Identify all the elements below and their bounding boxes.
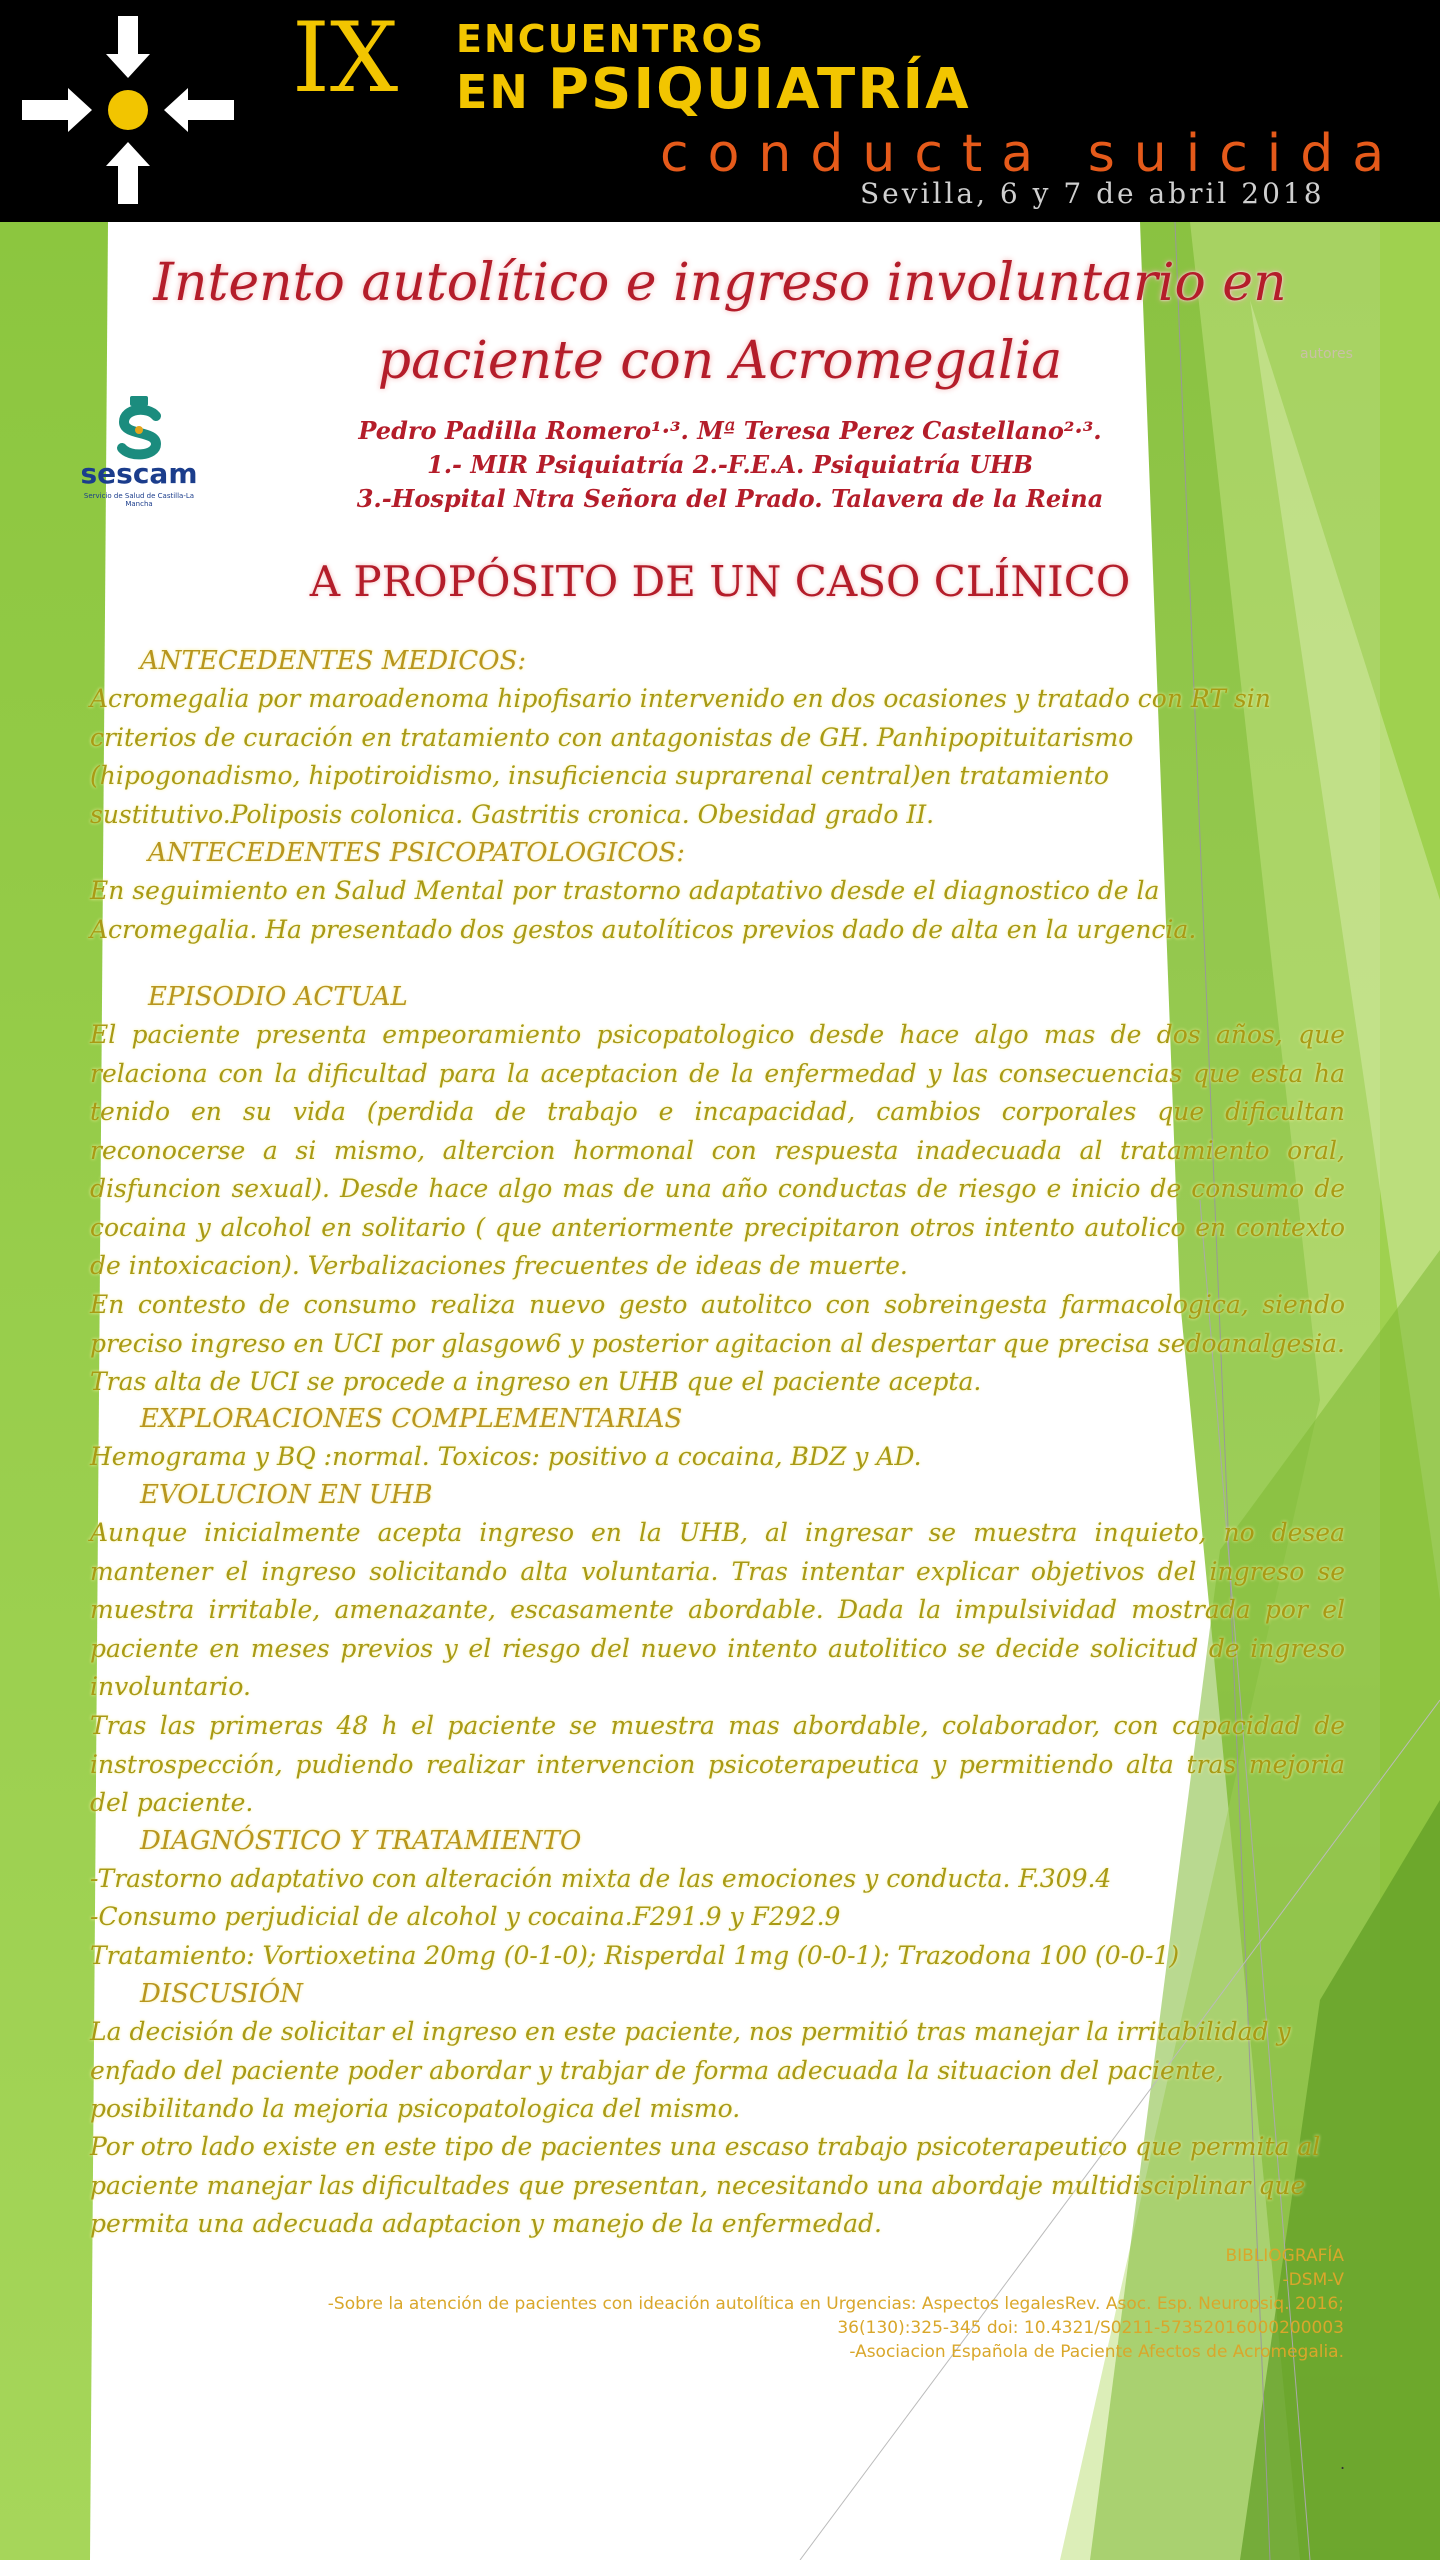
bibliography-item-2-cont: 36(130):325-345 doi: 10.4321/S0211-57352016000200003: [837, 2318, 1344, 2338]
authors-block: [290, 414, 1170, 516]
bibliography-item-1: -DSM-V: [1282, 2270, 1344, 2290]
case-heading: A PROPÓSITO DE UN CASO CLÍNICO: [309, 557, 1131, 606]
text-exploraciones: Hemograma y BQ :normal. Toxicos: positivo a cocaina, BDZ y AD.: [90, 1442, 922, 1471]
bibliography-block: [160, 2244, 1344, 2364]
text-discusion-1: La decisión de solicitar el ingreso en este paciente, nos permitió tras manejar la irritabilidad y enfado del paciente poder abordar y trabjar de forma adecuada la situacion del paciente, posibilitando la mejoria psicopatologica del mismo.: [90, 2017, 1291, 2123]
congress-name-line1: ENCUENTROS: [456, 17, 766, 61]
text-diagnostico-2: -Consumo perjudicial de alcohol y cocaina.F291.9 y F292.9: [90, 1902, 841, 1931]
congress-subtitle: conducta suicida: [660, 124, 1404, 184]
heading-diagnostico: DIAGNÓSTICO Y TRATAMIENTO: [140, 1826, 582, 1856]
sescam-logo: sescam Servicio de Salud de Castilla-La Mancha: [78, 394, 200, 506]
authors-affiliation-1: 1.- MIR Psiquiatría 2.-F.E.A. Psiquiatría UHB: [427, 450, 1033, 479]
text-tratamiento: Tratamiento: Vortioxetina 20mg (0-1-0); Risperdal 1mg (0-0-1); Trazodona 100 (0-0-1): [90, 1941, 1180, 1970]
sescam-s-icon: [78, 394, 200, 460]
bibliography-item-3: -Asociacion Española de Paciente Afectos de Acromegalia.: [849, 2342, 1344, 2362]
edition-number: IX: [292, 2, 399, 114]
bibliography-heading: BIBLIOGRAFÍA: [1225, 2246, 1344, 2266]
heading-antecedentes-medicos: ANTECEDENTES MEDICOS:: [140, 646, 527, 676]
congress-dates: Sevilla, 6 y 7 de abril 2018: [860, 177, 1325, 210]
heading-antecedentes-psicopatologicos: ANTECEDENTES PSICOPATOLOGICOS:: [148, 838, 685, 868]
text-diagnostico-1: -Trastorno adaptativo con alteración mixta de las emociones y conducta. F.309.4: [90, 1864, 1112, 1893]
authors-affiliation-2: 3.-Hospital Ntra Señora del Prado. Talavera de la Reina: [356, 484, 1104, 513]
poster-title: Intento autolítico e ingreso involuntario en paciente con Acromegalia: [153, 253, 1287, 391]
footer-dot: .: [1340, 2454, 1346, 2473]
heading-discusion: DISCUSIÓN: [140, 1979, 303, 2009]
heading-episodio-actual: EPISODIO ACTUAL: [148, 982, 408, 1012]
text-evolucion-2: Tras las primeras 48 h el paciente se muestra mas abordable, colaborador, con capacidad de instrospección, pudiendo realizar intervencion psicoterapeutica y permitiendo alta tras mejoria del paciente.: [90, 1711, 1345, 1817]
heading-exploraciones: EXPLORACIONES COMPLEMENTARIAS: [140, 1404, 683, 1434]
heading-evolucion: EVOLUCION EN UHB: [140, 1480, 433, 1510]
bibliography-item-2: -Sobre la atención de pacientes con ideación autolítica en Urgencias: Aspectos legalesRev. Asoc. Esp. Neuropsiq. 2016;: [327, 2294, 1344, 2314]
authors-names: Pedro Padilla Romero¹·³. Mª Teresa Perez Castellano²·³.: [358, 416, 1102, 445]
text-episodio-actual-2: En contesto de consumo realiza nuevo gesto autolitco con sobreingesta farmacologica, siendo preciso ingreso en UCI por glasgow6 y posterior agitacion al despertar que precisa sedoanalgesia. Tras alta de UCI se procede a ingreso en UHB que el paciente acepta.: [90, 1290, 1345, 1396]
text-antecedentes-psicopatologicos: En seguimiento en Salud Mental por trastorno adaptativo desde el diagnostico de la Acromegalia. Ha presentado dos gestos autolíticos previos dado de alta en la urgencia.: [90, 876, 1197, 944]
autores-tag: autores: [1300, 346, 1353, 362]
text-antecedentes-medicos: Acromegalia por maroadenoma hipofisario intervenido en dos ocasiones y tratado con RT sin criterios de curación en tratamiento con antagonistas de GH. Panhipopituitarismo (hipogonadismo, hipotiroidismo, insuficiencia suprarenal central)en tratamiento sustitutivo.Poliposis colonica. Gastritis cronica. Obesidad grado II.: [90, 684, 1271, 829]
congress-name-line2: EN PSIQUIATRÍA: [456, 57, 971, 122]
text-episodio-actual-1: El paciente presenta empeoramiento psicopatologico desde hace algo mas de dos años, que relaciona con la dificultad para la aceptacion de la enfermedad y las consecuencias que esta ha tenido en su vida (perdida de trabajo e incapacidad, cambios corporales que dificultan reconocerse a si mismo, altercion hormonal con respuesta inadecuada al tratamiento oral, disfuncion sexual). Desde hace algo mas de una año conductas de riesgo e inicio de consumo de cocaina y alcohol en solitario ( que anteriormente precipitaron otros intento autolico en contexto de intoxicacion). Verbalizaciones frecuentes de ideas de muerte.: [90, 1020, 1345, 1280]
text-evolucion-1: Aunque inicialmente acepta ingreso en la UHB, al ingresar se muestra inquieto, no desea mantener el ingreso solicitando alta voluntaria. Tras intentar explicar objetivos del ingreso se muestra irritable, amenazante, escasamente abordable. Dada la impulsividad mostrada por el paciente en meses previos y el riesgo del nuevo intento autolitico se decide solicitud de ingreso involuntario.: [90, 1518, 1345, 1701]
text-discusion-2: Por otro lado existe en este tipo de pacientes una escaso trabajo psicoterapeutico que permita al paciente manejar las dificultades que presentan, necesitando una abordaje multidisciplinar que permita una adecuada adaptacion y manejo de la enfermedad.: [90, 2132, 1321, 2238]
